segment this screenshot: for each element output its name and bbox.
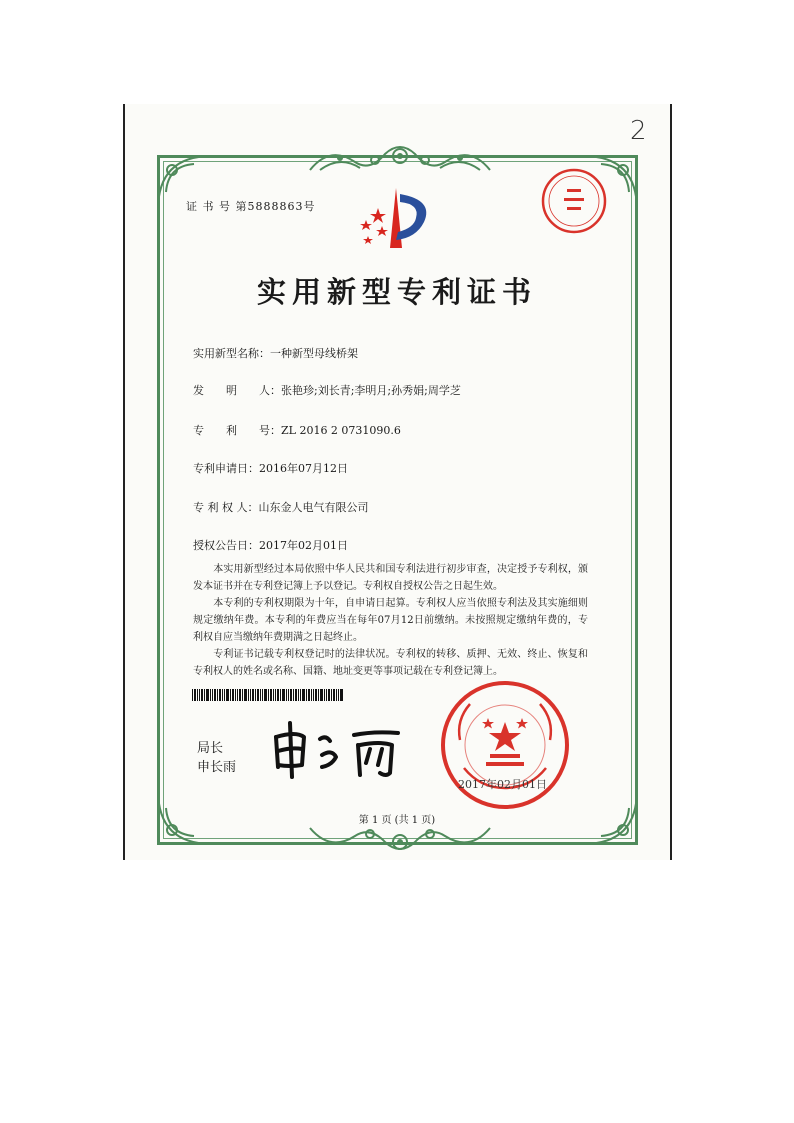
field-label: 专 利 号： — [193, 424, 281, 437]
field-label: 专 利 权 人： — [193, 501, 259, 514]
director-name: 申长雨 — [197, 760, 237, 775]
bottom-ornament-icon — [300, 822, 500, 856]
field-value: 一种新型母线桥架 — [270, 347, 358, 360]
field-inventors — [193, 382, 461, 398]
director-signature-icon — [262, 715, 412, 780]
field-utility-model-name — [193, 345, 358, 361]
certificate-number: 证 书 号 第5888863号 — [186, 200, 316, 213]
barcode-icon — [192, 689, 344, 701]
certificate-title: 实用新型专利证书 — [256, 275, 537, 309]
handwritten-page-mark: 2 — [630, 116, 647, 146]
field-value: 张艳珍;刘长青;李明月;孙秀娟;周学芝 — [281, 384, 461, 397]
field-grant-date — [193, 537, 348, 553]
issue-date: 2017年02月01日 — [458, 778, 547, 791]
field-label: 授权公告日： — [193, 539, 259, 552]
field-patentee — [193, 499, 369, 515]
field-label: 实用新型名称： — [193, 347, 270, 360]
field-value: 2017年02月01日 — [259, 539, 348, 552]
field-label: 专利申请日： — [193, 462, 259, 475]
field-patent-number — [193, 422, 401, 438]
field-value: 2016年07月12日 — [259, 462, 348, 475]
field-value: ZL 2016 2 0731090.6 — [281, 424, 401, 437]
body-paragraph: 本实用新型经过本局依照中华人民共和国专利法进行初步审查，决定授予专利权，颁发本证书并在专利登记簿上予以登记。专利权自授权公告之日起生效。 — [193, 564, 588, 592]
top-ornament-icon — [300, 140, 500, 178]
page-footer: 第 1 页 (共 1 页) — [358, 815, 436, 826]
body-paragraph: 本专利的专利权期限为十年，自申请日起算。专利权人应当依照专利法及其实施细则规定缴纳年费。本专利的年费应当在每年07月12日前缴纳。未按照规定缴纳年费的，专利权自应当缴纳年费期满之日起终止。 — [193, 598, 588, 643]
body-paragraph: 专利证书记载专利权登记时的法律状况。专利权的转移、质押、无效、终止、恢复和专利权人的姓名或名称、国籍、地址变更等事项记载在专利登记簿上。 — [193, 649, 588, 677]
patent-office-logo-icon — [352, 186, 434, 250]
field-label: 发 明 人： — [193, 384, 281, 397]
director-title: 局长 — [197, 741, 224, 756]
field-value: 山东金人电气有限公司 — [258, 501, 369, 514]
stamp-duty-seal-icon — [540, 167, 608, 235]
field-application-date — [193, 460, 348, 476]
